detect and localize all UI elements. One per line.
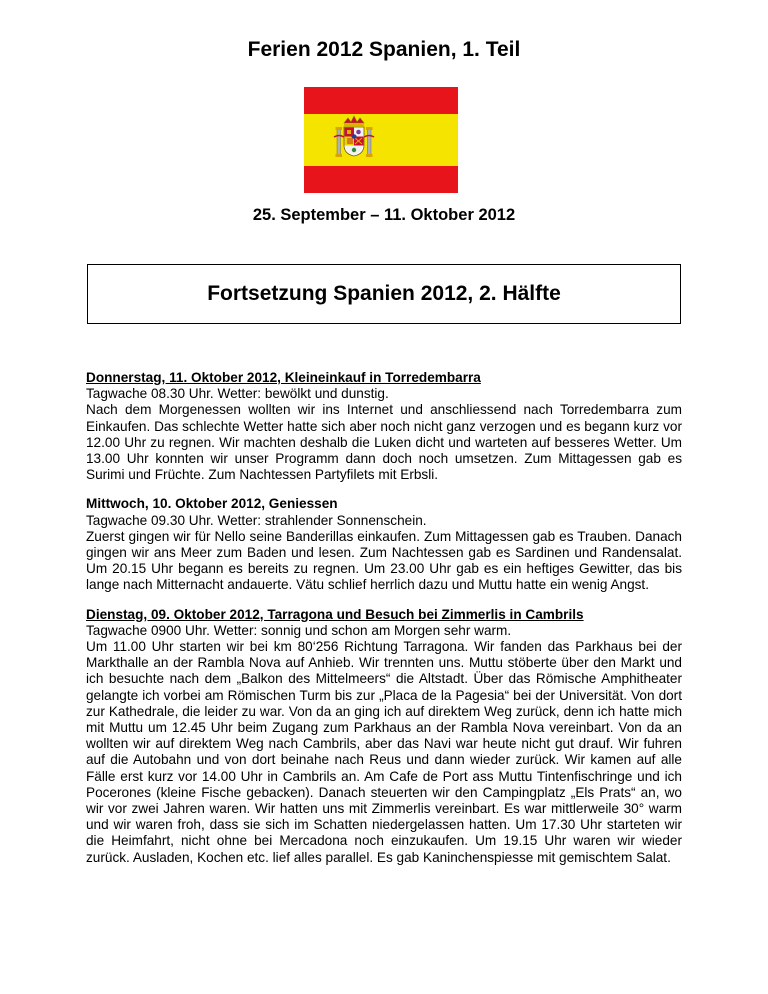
spanish-flag-icon <box>304 87 458 193</box>
flag-stripe-bottom <box>304 166 458 193</box>
diary-entry <box>86 370 682 483</box>
diary-entries <box>86 370 682 879</box>
page-title: Ferien 2012 Spanien, 1. Teil <box>247 38 521 61</box>
section-title-box <box>87 264 681 324</box>
entry-paragraph: Nach dem Morgenessen wollten wir ins Internet und anschliessend nach Torredembarra zum Einkaufen. Das schlechte Wetter hatte sich aber noch nicht ganz verzogen und es begann kurz vor 12.00 Uhr zu regnen. Wir machten deshalb die Luken dicht und warteten auf besseres Wetter. Um 13.00 Uhr konnten wir unser Programm dann doch noch umsetzen. Zum Mittagessen gab es Surimi und Früchte. Zum Nachtessen Partyfilets mit Erbsli. <box>86 402 682 483</box>
flag-stripe-top <box>304 87 458 114</box>
diary-entry <box>86 607 682 866</box>
travel-dates: 25. September – 11. Oktober 2012 <box>252 206 516 224</box>
diary-entry <box>86 496 682 593</box>
entry-heading: Mittwoch, 10. Oktober 2012, Geniessen <box>86 496 338 512</box>
entry-paragraph: Tagwache 0900 Uhr. Wetter: sonnig und schon am Morgen sehr warm. <box>86 622 512 638</box>
section-title: Fortsetzung Spanien 2012, 2. Hälfte <box>207 282 561 305</box>
flag-stripe-middle <box>304 114 458 166</box>
entry-paragraph: Zuerst gingen wir für Nello seine Banderillas einkaufen. Zum Mittagessen gab es Trauben. Danach gingen wir ans Meer zum Baden und lesen. Zum Nachtessen gab es Sardinen und Randensalat. Um 20.15 Uhr begann es bereits zu regnen. Um 23.00 Uhr gab es ein heftiges Gewitter, das bis lange nach Mitternacht andauerte. Vätu schlief herrlich dazu und Muttu hatte ein wenig Angst. <box>86 528 682 593</box>
entry-paragraph: Tagwache 08.30 Uhr. Wetter: bewölkt und dunstig. <box>86 386 389 402</box>
entry-paragraph: Tagwache 09.30 Uhr. Wetter: strahlender Sonnenschein. <box>86 512 427 528</box>
entry-heading: Donnerstag, 11. Oktober 2012, Kleineinkauf in Torredembarra <box>86 370 481 385</box>
entry-heading: Dienstag, 09. Oktober 2012, Tarragona und Besuch bei Zimmerlis in Cambrils <box>86 606 584 622</box>
entry-paragraph: Um 11.00 Uhr starten wir bei km 80‘256 Richtung Tarragona. Wir fanden das Parkhaus bei der Markthalle an der Rambla Nova auf Anhieb. Wir trennten uns. Muttu stöberte über den Markt und ich besuchte nach dem „Balkon des Mittelmeers“ die Altstadt. Über das Römische Amphitheater gelangte ich vorbei am Römischen Turm bis zur „Placa de la Pagesia“ bei der Universität. Von dort zur Kathedrale, die leider zu war. Von da an ging ich auf direktem Weg zurück, denn ich hatte mich mit Muttu um 12.45 Uhr beim Zugang zum Parkhaus an der Rambla Nova vereinbart. Von da an wollten wir auf direktem Weg nach Cambrils, aber das Navi war heute nicht gut drauf. Wir fuhren auf die Autobahn und von dort beinahe nach Reus und dann wieder zurück. Wir kamen auf alle Fälle erst kurz vor 14.00 Uhr in Cambrils an. Am Cafe de Port ass Muttu Tintenfischringe und ich Pocerones (kleine Fische gebacken). Danach steuerten wir den Campingplatz „Els Prats“ an, wo wir vor zwei Jahren waren. Wir hatten uns mit Zimmerlis vereinbart. Es war mittlerweile 30° warm und wir waren froh, dass sie sich im Schatten niedergelassen hatten. Um 17.30 Uhr starteten wir die Heimfahrt, nicht ohne bei Mercadona noch einzukaufen. Um 19.15 Uhr waren wir wieder zurück. Ausladen, Kochen etc. lief alles parallel. Es gab Kaninchenspiesse mit gemischtem Salat. <box>86 639 682 865</box>
